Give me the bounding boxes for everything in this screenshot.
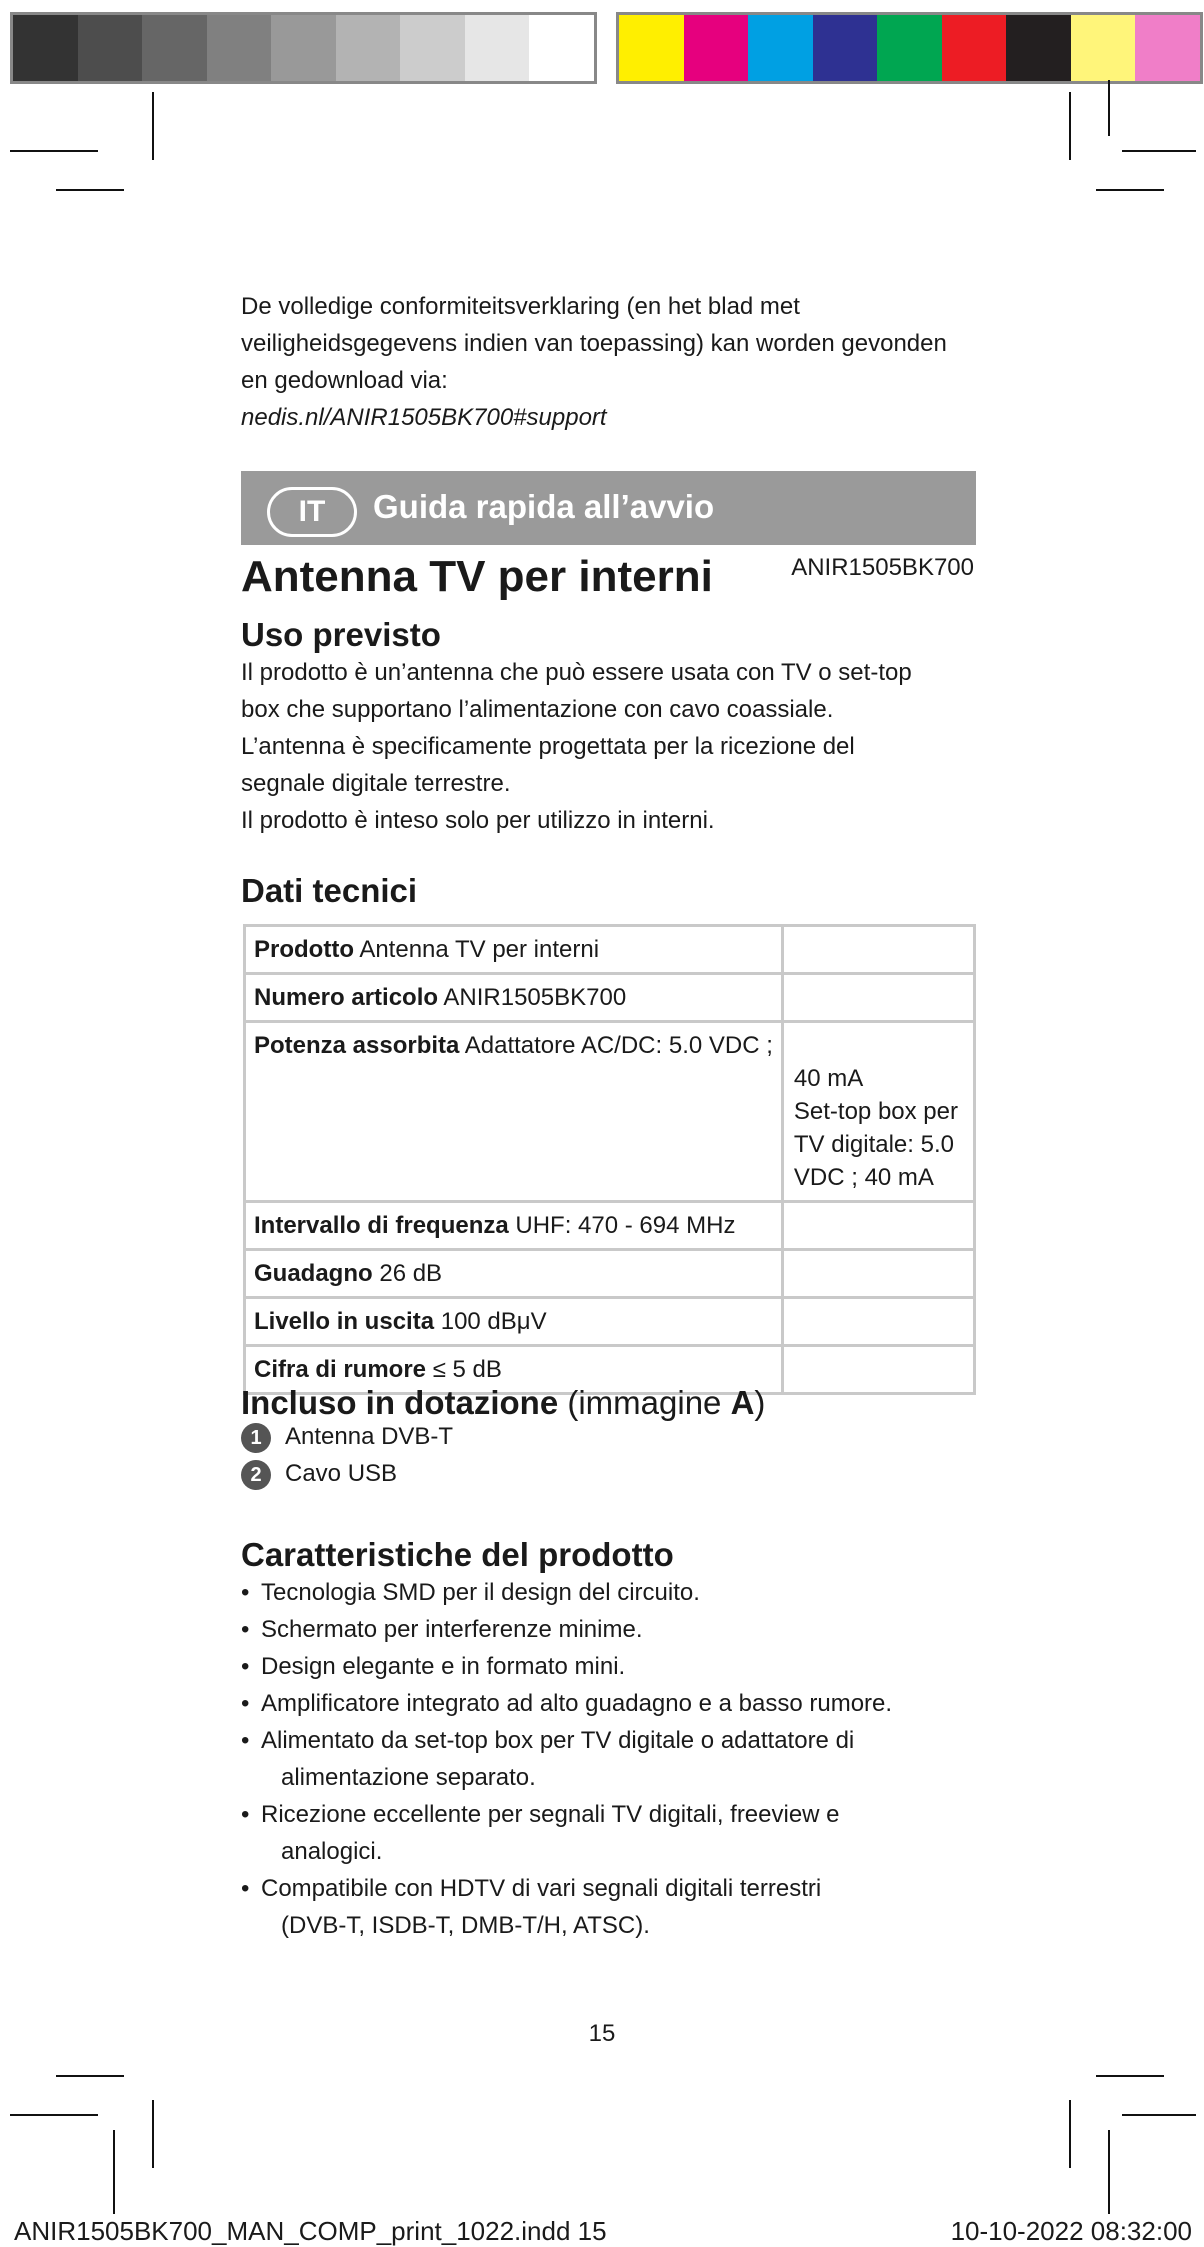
page-number: 15 xyxy=(588,2020,616,2047)
item-number-badge: 1 xyxy=(241,1423,271,1453)
color-calibration-bar xyxy=(616,12,1203,84)
included-list xyxy=(241,1418,976,1492)
table-row xyxy=(245,1298,975,1346)
intended-use-line: L’antenna è specificamente progettata per la ricezione del xyxy=(241,733,855,760)
color-swatch xyxy=(1135,15,1200,81)
list-item: • Tecnologia SMD per il design del circuito. xyxy=(241,1579,700,1606)
spec-value: 100 dBμV xyxy=(440,1308,547,1335)
spec-label: Intervallo di frequenza xyxy=(254,1212,509,1239)
table-row xyxy=(245,1202,975,1250)
color-swatch xyxy=(877,15,942,81)
crop-mark xyxy=(1122,150,1196,152)
spec-value: ≤ 5 dB xyxy=(432,1356,502,1383)
list-item: 1 Antenna DVB-T xyxy=(241,1418,976,1455)
spec-value-line: VDC ; 40 mA xyxy=(793,1164,934,1191)
spec-value: UHF: 470 - 694 MHz xyxy=(515,1212,736,1239)
list-item: • Schermato per interferenze minime. xyxy=(241,1616,643,1643)
color-swatch xyxy=(465,15,530,81)
color-swatch xyxy=(1071,15,1136,81)
crop-mark xyxy=(10,150,98,152)
crop-mark xyxy=(56,2075,124,2077)
table-row xyxy=(245,1022,975,1202)
spec-value: ANIR1505BK700 xyxy=(443,984,627,1011)
crop-mark xyxy=(10,2114,98,2116)
intended-use-line: segnale digitale terrestre. xyxy=(241,770,511,797)
crop-mark xyxy=(1108,80,1110,136)
intended-use-line: box che supportano l’alimentazione con cavo coassiale. xyxy=(241,696,834,723)
intended-use-body xyxy=(241,654,976,839)
intended-use-line: Il prodotto è inteso solo per utilizzo in interni. xyxy=(241,807,715,834)
gray-calibration-bar xyxy=(10,12,597,84)
spec-label: Cifra di rumore xyxy=(254,1356,427,1383)
color-swatch xyxy=(619,15,684,81)
color-swatch xyxy=(813,15,878,81)
section-banner xyxy=(241,471,976,545)
spec-value-line: 40 mA xyxy=(793,1065,864,1092)
color-swatch xyxy=(748,15,813,81)
spec-value: Antenna TV per interni xyxy=(359,936,600,963)
spec-value: 26 dB xyxy=(379,1260,443,1287)
crop-mark xyxy=(1069,92,1071,160)
crop-mark xyxy=(152,2100,154,2168)
banner-title: Guida rapida all’avvio xyxy=(373,488,715,525)
color-swatch xyxy=(400,15,465,81)
color-swatch xyxy=(78,15,143,81)
conformity-notice xyxy=(241,288,976,436)
color-swatch xyxy=(13,15,78,81)
spec-label: Prodotto xyxy=(254,936,354,963)
color-swatch xyxy=(684,15,749,81)
table-row xyxy=(245,1250,975,1298)
included-section xyxy=(241,1384,976,1492)
spec-value-line: Set-top box per TV digitale: 5.0 xyxy=(793,1098,958,1158)
crop-mark xyxy=(1108,2130,1110,2214)
spec-label: Potenza assorbita xyxy=(254,1032,460,1059)
product-title: Antenna TV per interni xyxy=(241,552,713,601)
table-row xyxy=(245,974,975,1022)
color-swatch xyxy=(529,15,594,81)
list-item: • Compatibile con HDTV di vari segnali digitali terrestri (DVB-T, ISDB-T, DMB-T/H, ATSC). xyxy=(241,1875,822,1939)
print-slug-filename: ANIR1505BK700_MAN_COMP_print_1022.indd 15 xyxy=(14,2216,607,2246)
table-row xyxy=(245,926,975,974)
color-swatch xyxy=(207,15,272,81)
features-section xyxy=(241,1536,976,1944)
list-item: • Alimentato da set-top box per TV digitale o adattatore di alimentazione separato. xyxy=(241,1727,855,1791)
print-slug-date: 10-10-2022 08:32:00 xyxy=(950,2216,1192,2246)
crop-mark xyxy=(1069,2100,1071,2168)
conformity-text: De volledige conformiteitsverklaring (en het blad met veiligheidsgegevens indien van toepassing) kan worden gevonden en gedownload via: xyxy=(241,293,947,394)
list-item: • Amplificatore integrato ad alto guadagno e a basso rumore. xyxy=(241,1690,893,1717)
support-link[interactable]: nedis.nl/ANIR1505BK700#support xyxy=(241,404,607,431)
spec-value: Adattatore AC/DC: 5.0 VDC ; xyxy=(464,1032,773,1059)
color-swatch xyxy=(142,15,207,81)
spec-label: Numero articolo xyxy=(254,984,439,1011)
crop-mark xyxy=(1096,189,1164,191)
color-swatch xyxy=(942,15,1007,81)
color-swatch xyxy=(336,15,401,81)
list-item: • Design elegante e in formato mini. xyxy=(241,1653,626,1680)
crop-mark xyxy=(1096,2075,1164,2077)
crop-mark xyxy=(152,92,154,160)
spec-label: Guadagno xyxy=(254,1260,373,1287)
tech-data-section xyxy=(241,872,976,910)
included-heading: Incluso in dotazione (immagine A) xyxy=(241,1384,766,1421)
intended-use-line: Il prodotto è un’antenna che può essere usata con TV o set-top xyxy=(241,659,912,686)
intended-use-heading: Uso previsto xyxy=(241,616,441,653)
crop-mark xyxy=(113,2130,115,2214)
language-badge: IT xyxy=(267,487,357,537)
item-number-badge: 2 xyxy=(241,1460,271,1490)
features-heading: Caratteristiche del prodotto xyxy=(241,1536,674,1573)
features-list xyxy=(241,1574,976,1944)
intended-use-section xyxy=(241,616,976,839)
spec-table xyxy=(243,924,976,1395)
crop-mark xyxy=(56,189,124,191)
color-swatch xyxy=(1006,15,1071,81)
list-item: • Ricezione eccellente per segnali TV digitali, freeview e analogici. xyxy=(241,1801,840,1865)
tech-data-heading: Dati tecnici xyxy=(241,872,418,909)
spec-label: Livello in uscita xyxy=(254,1308,435,1335)
crop-mark xyxy=(1122,2114,1196,2116)
color-swatch xyxy=(271,15,336,81)
product-code: ANIR1505BK700 xyxy=(791,554,974,581)
list-item: 2 Cavo USB xyxy=(241,1455,976,1492)
